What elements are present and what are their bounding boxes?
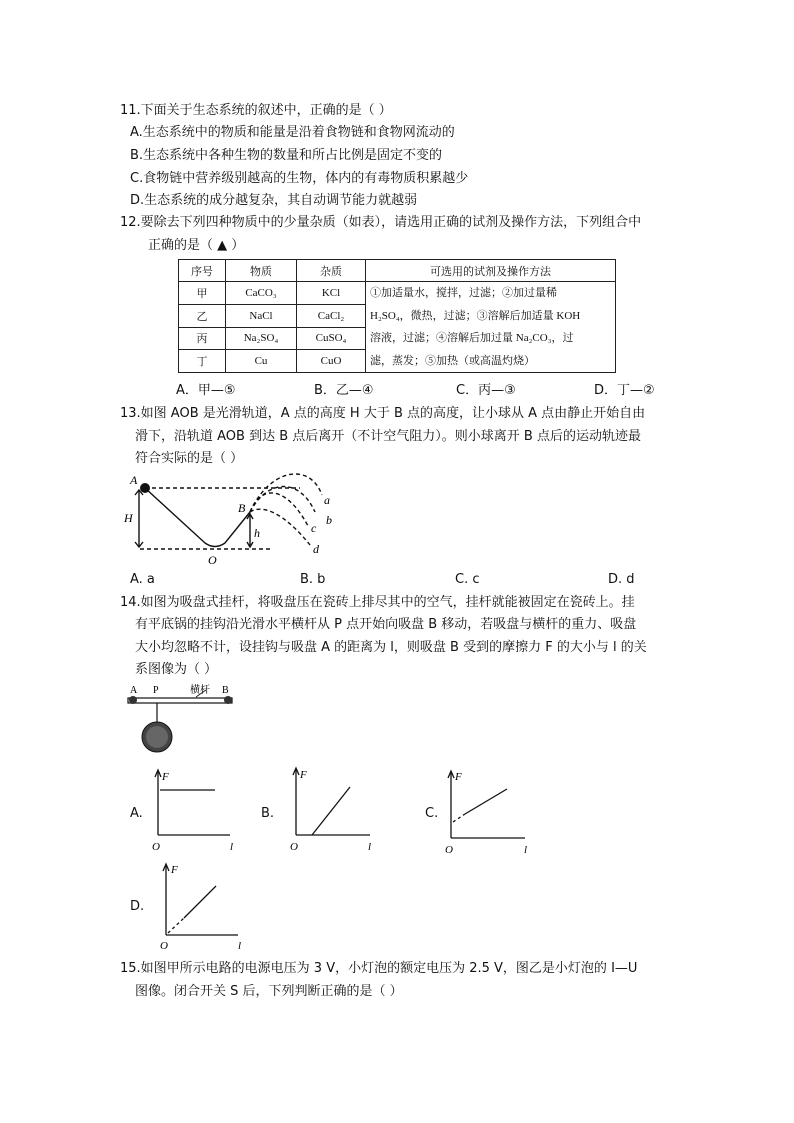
q12-option-b: B．乙—④ [314, 383, 374, 398]
q11-option-d: D.生态系统的成分越复杂，其自动调节能力就越弱 [130, 193, 418, 208]
graph-b-y-label: F [300, 769, 307, 781]
q12-option-c: C．丙—③ [456, 383, 516, 398]
methods-line: 滤，蒸发；⑤加热（或高温灼烧） [370, 354, 535, 367]
methods-line: H₂SO₄，微热，过滤；③溶解后加适量 KOH [370, 309, 581, 322]
q13-stem-line2: 滑下，沿轨道 AOB 到达 B 点后离开（不计空气阻力）。则小球离开 B 点后的运动轨迹最 [135, 429, 641, 444]
q14-stem-line3: 大小均忽略不计，设挂钩与吸盘 A 的距离为 l，则吸盘 B 受到的摩擦力 F 的大小与 l 的关 [135, 640, 647, 655]
table-cell-substance: Na₂SO₄ [226, 327, 297, 350]
label-h-big: H [124, 511, 133, 525]
table-header-cell: 物质 [226, 260, 297, 282]
table-cell-id: 丙 [179, 327, 226, 350]
graph-c-x-label: l [524, 844, 528, 856]
table-header-cell: 杂质 [297, 260, 366, 282]
table-cell-id: 乙 [179, 304, 226, 327]
table-cell-id: 甲 [179, 282, 226, 305]
label-curve-b: b [326, 513, 332, 527]
label-o-point: O [208, 553, 217, 567]
label-a-point: A [130, 473, 138, 487]
methods-line: ①加适量水，搅拌，过滤；②加过量稀 [370, 287, 557, 299]
table-cell-impurity: KCl [297, 282, 366, 305]
q12-option-d: D．丁—② [594, 383, 655, 398]
graph-d-x-label: l [238, 940, 242, 952]
q13-stem-line1: 13.如图 AOB 是光滑轨道，A 点的高度 H 大于 B 点的高度，让小球从 A 点由静止开始自由 [120, 406, 646, 421]
q13-option-b: B. b [300, 572, 326, 587]
q14-stem-line1: 14.如图为吸盘式挂杆，将吸盘压在瓷砖上排尽其中的空气，挂杆就能被固定在瓷砖上。挂 [120, 595, 635, 610]
q15-stem-line2: 图像。闭合开关 S 后，下列判断正确的是（ ） [135, 984, 403, 999]
label-p: P [153, 685, 159, 696]
q11-option-a: A.生态系统中的物质和能量是沿着食物链和食物网流动的 [130, 125, 455, 140]
label-a: A [130, 685, 138, 696]
table-cell-impurity: CuSO₄ [297, 327, 366, 350]
q14-graph-option-c: C. [425, 806, 439, 821]
graph-c-y-label: F [455, 771, 462, 783]
q13-option-d: D. d [608, 572, 635, 587]
graph-a-x-label: l [230, 841, 234, 853]
q14-graph-option-b: B. [261, 806, 275, 821]
table-cell-id: 丁 [179, 350, 226, 373]
table-header-cell: 序号 [179, 260, 226, 282]
q12-stem-line1: 12.要除去下列四种物质中的少量杂质（如表），请选用正确的试剂及操作方法，下列组合中 [120, 215, 642, 230]
label-bar: 横杆 [190, 685, 210, 696]
label-curve-c: c [311, 521, 317, 535]
q14-stem-line2: 有平底锅的挂钩沿光滑水平横杆从 P 点开始向吸盘 B 移动，若吸盘与横杆的重力、吸盘 [135, 617, 637, 632]
q14-stem-line4: 系图像为（ ） [135, 662, 218, 677]
table-cell-impurity: CuO [297, 350, 366, 373]
q11-option-b: B.生态系统中各种生物的数量和所占比例是固定不变的 [130, 148, 443, 163]
label-curve-d: d [313, 542, 319, 556]
label-curve-a: a [324, 493, 330, 507]
table-cell-substance: CaCO₃ [226, 282, 297, 305]
q12-option-a: A．甲—⑤ [176, 383, 236, 398]
label-b: B [222, 685, 229, 696]
q14-graph-option-d: D. [130, 899, 145, 914]
label-h-small: h [254, 526, 260, 540]
table-cell-substance: Cu [226, 350, 297, 373]
methods-line: 溶液，过滤；④溶解后加过量 Na₂CO₃，过 [370, 332, 574, 344]
q13-option-c: C. c [455, 572, 480, 587]
graph-d-origin: O [160, 940, 168, 952]
graph-b-origin: O [290, 841, 298, 853]
graph-a-origin: O [152, 841, 160, 853]
q13-stem-line3: 符合实际的是（ ） [135, 451, 244, 466]
table-header-cell: 可选用的试剂及操作方法 [366, 260, 616, 282]
graph-d-y-label: F [171, 864, 178, 876]
graph-b-x-label: l [368, 841, 372, 853]
q15-stem-line1: 15.如图甲所示电路的电源电压为 3 V，小灯泡的额定电压为 2.5 V，图乙是小灯泡的 I—U [120, 961, 638, 976]
label-b-point: B [238, 501, 246, 515]
q13-option-a: A. a [130, 572, 155, 587]
graph-c-origin: O [445, 844, 453, 856]
q14-graph-option-a: A. [130, 806, 143, 821]
q11-option-c: C.食物链中营养级别越高的生物，体内的有毒物质积累越少 [130, 171, 469, 186]
table-cell-impurity: CaCl₂ [297, 304, 366, 327]
graph-a-y-label: F [162, 771, 169, 783]
q12-stem-line2: 正确的是（ ▲ ） [148, 238, 245, 253]
q11-stem: 11.下面关于生态系统的叙述中，正确的是（ ） [120, 103, 392, 118]
table-cell-substance: NaCl [226, 304, 297, 327]
